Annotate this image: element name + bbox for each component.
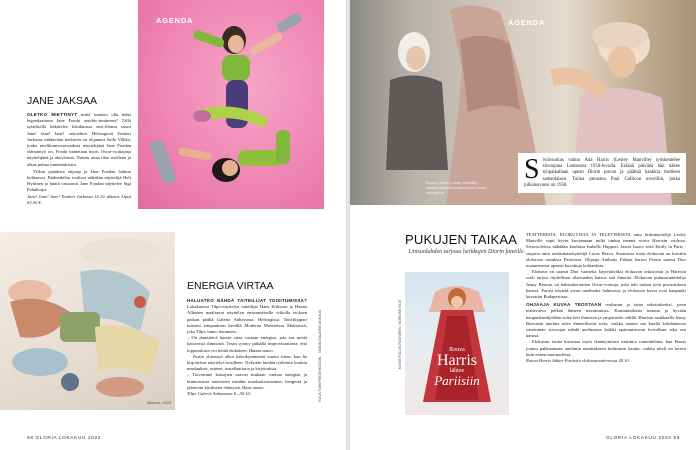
pukujen-subtitle: Unisuolahden tarjoaa herkkujen Diorin faneille. (408, 249, 525, 255)
movie-poster (405, 272, 509, 415)
pukujen-title: PUKUJEN TAIKAA (405, 232, 518, 247)
drop-cap: S (524, 154, 540, 185)
poster-prefix: Rouva (449, 347, 465, 353)
energy-title: ENERGIA VIRTAA (187, 280, 274, 292)
jane-lead: OLETKO MIETTINYT (27, 112, 78, 117)
energy-lead-paragraph: HALUATKO NÄHDÄ TAITEILIJAT TOISITUMISSA? Lokakuussa Tilpo-näyttelyn taiteilijat Hans Eriksson ja Hanna Alhonen maalaavat näyttelyn ensimmäiselle viikolla teoksen paikan päällä Galerie Anhavassa, Helsingissä. Taiteilijapari tutustui tempauksen kevällä Moderna Museetissa Malmössä, joka Tilpo sanoo huomeen. (187, 298, 307, 335)
energy-lead: HALUATKO NÄHDÄ TAITEILIJAT TOISITUMISSA? (187, 298, 307, 303)
energy-body-2: – On jännittävä haaste ottaa vastaan energiaa, jota saa meitä katsovista ihmisistä. Tosin syntyy pitkällä improvisaationa, että lopputulosta voi tietää etukäteen, Hanna sanoo. (187, 335, 307, 353)
left-folio: 58 GLORIA LOKAKUU 2022 (27, 436, 101, 441)
poster-art (405, 272, 509, 415)
jane-title: JANE JAKSAA (27, 95, 98, 107)
jane-fonda-photo (138, 0, 324, 209)
poster-title-block (405, 347, 509, 387)
pukujen-footer: Rouva Harris lähtee Pariisiin elokuvateattereissa 28.10. (526, 358, 630, 364)
tilpo-painting (0, 232, 175, 410)
energy-body-4: – Toivomme katsojien saavan mukaan vanhaa energiaa ja kiinnostusta taiteeseen meidän maalauksissamme, hengestä ja jäänevän käsikseen elämystä, Hans sanoo. (187, 372, 307, 390)
right-side-credit: KUVAT FOCUS FEATURES / NORDISK FILM (398, 300, 402, 370)
poster-city: Pariisiin (434, 373, 480, 388)
energy-footer: Tilpo Galerie Anhavassa 6.–30.10. (187, 391, 251, 397)
jane-body: OLETKO MIETTINYT miltä tuntuisi olla hetki legendaarinen Jane Fonda aerobic-tuntineen? Tällä sytärikellä leikittelee lokakuussa ensi-illansa saava Jane! Jane! Jane! -näytelmä. Helsingissä Teatteri Jurkassa nähtävään teokseen on ohjannut Salla Vilkka, jonka mielikiinnostavuuksia näyttelijänä Jane Fondan elämäntyö on. Fonda tunnetaan myös Oscar-voittajana näyttelijänä ja aktivistina. Naisen ottaa tilan itselleen ja alkaa puhua tuntemuksista. (27, 112, 132, 167)
pukujen-section2-lead: OHJAAJA KUVAA TEOSTAAN (526, 302, 602, 308)
pukujen-article-column (526, 232, 686, 364)
pukujen-section2: OHJAAJA KUVAA TEOSTAAN realismin ja taian sekoitukseksi, joten teatteriteos pelkää ihmeen toteutumista. Kansantaikasta tuttuun ja hyvään kaupunkimiljööhän tulee heti ihmisten ja ympäristön välillä. Harrisin asukkaalla Jenny Beavanin unelma tulee ihmeellisesti totta, vaikka nainen saa kuulla kohdattaessa vasemman siivoojan nähdä unelmansa kaikki epäonnistuvan kerrallaan aika sen kanssa. (526, 302, 686, 339)
pukujen-col2: Elokuva on saanut Dior vaatteita käytettäväksi elokuvan arkistoista ja Harrisin rooli tarjosi täydellisen tilaisuuden katsoa sitä ihmettä. Elokuvan pukusuunnittelija Jenny Beavan on kaksinkertainen Oscar-voittaja, joka teki tarkan työn puvustuksen kanssa. Pariisi näyttää aivan unelmalta hahmossa ja elokuvan kuvat ovat kaupunki kuvattiin Budapestissa. (526, 269, 686, 300)
pukujen-col1: TEATTERISTA, ELOKUVISTA JA TELEVISIOSTA tuttu brittinäyttelijä Lesley Manville sopii hyvin kuvaamaan miltä tuntuu mennä rouva Harrisin roolissa. Sivurooleissa nähdään kuuluisa Isabelle Huppert, Jason Isaacs sekä Emily in Paris -sarjasta tuttu ranskalaisnäyttelijä Lucas Bravo. Suomessa tuotu elokuvan on kuvattu elokuvan osuuksia Pariisissa. Ohjaaja Anthony Fabian kertoo Peoria saanut Dior tuotantoonsa upeasti kuvattuja kohtauksia. (526, 232, 686, 269)
jane-footer: Jane! Jane! Jane! Teatteri Jurkassa 14.10. alkaen. Liput 63,50 €. (27, 193, 131, 205)
energy-body-3: Pariin yhteistyö alkoi kaksikymmentä vuotta sitten, kun he kirjoittivat näyttelyä toisilleen. Nykyään heidän työhönsä kuuluu maalaukset, esineet, installaatioita ja kirjoituksia. (187, 353, 307, 372)
right-folio: GLORIA LOKAKUU 2022 59 (606, 436, 680, 441)
intro-paragraph: Siviävuotias vaimo Ada Harris (Lesley Manville) työskentelee siivoojana Lontoossa 1950-luvulla. Eräänä päivänä hän näkee työpaikallaan upean Diorin puvun ja päättää hankkia itselleen samanlaisen. Tarina perustuu Paul Gallicon novelliin, jonka julkaisuvuosi on 1958. (524, 154, 680, 188)
jane-body-2: Viikan ajatuksia ohjaaja ja Jane Fondan hahmo kohtaavat. Päähenkilön roolissa nähdään näyttelijä Heli Hyttinen ja häntä vastaavat Jane Fondan näyttelee Sigi Paltakorpi. (27, 168, 131, 193)
energy-photo-credit: Mamoli, 2022 (147, 400, 172, 405)
energy-painting-photo (0, 232, 175, 410)
costume-caption: Rouva Harris (Lesley Manville) ihailee kaunista pukua joutuu Diorin salongissa. (426, 181, 486, 195)
poster-name: Harris (437, 352, 477, 369)
jane-figures-illustration (138, 0, 324, 209)
energy-side-credit: KUVA TOM FREDRIKSSON · SIMON/GALERIE ANHAVA (318, 310, 322, 402)
left-page (0, 0, 346, 450)
pukujen-col4: Elokuvan tarina kuvastaa myös ikääntymisen vaatimia suunnitelmia, kun Harris joutuu pakkaamaan unelmiin nauttiakseen kulttuurin kautta, vaikka mieli on terävä kuin ennen nuoruudessa. (526, 339, 686, 357)
pukujen-heading (405, 232, 525, 256)
poster-verb: lähtee (449, 368, 465, 374)
energy-article (187, 280, 307, 397)
agenda-label-right: AGENDA (508, 18, 546, 27)
right-page (350, 0, 696, 450)
intro-box (518, 153, 686, 193)
agenda-label-left: AGENDA (156, 16, 194, 25)
jane-article (27, 95, 131, 206)
